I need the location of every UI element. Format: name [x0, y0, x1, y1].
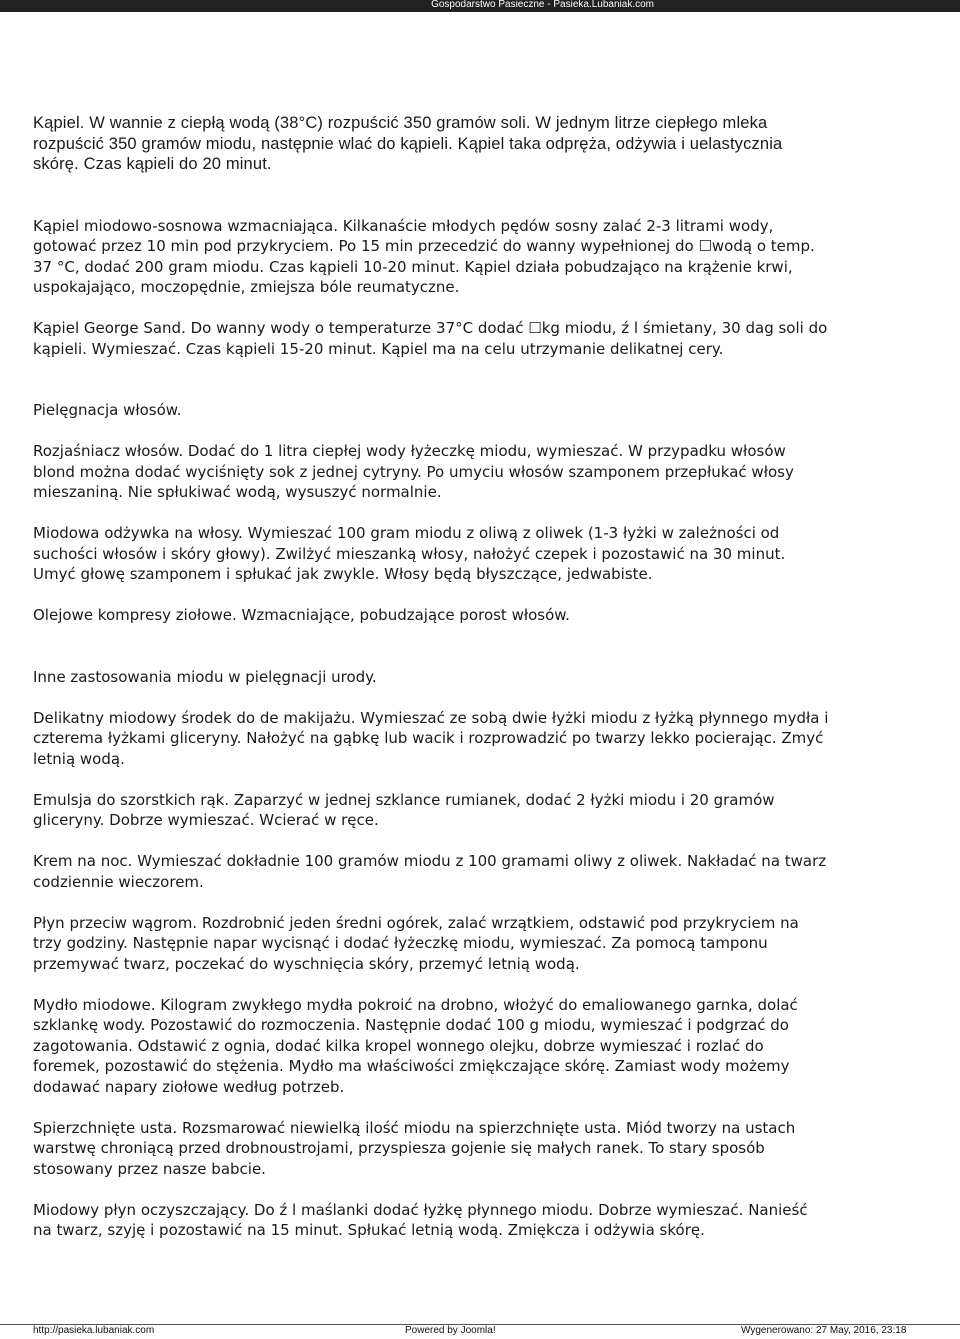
- paragraph-gap: [33, 769, 933, 790]
- paragraph-p4: Pielęgnacja włosów.: [33, 401, 182, 419]
- paragraph-p6: Miodowa odżywka na włosy. Wymieszać 100 gram miodu z oliwą z oliwek (1-3 łyżki w zależności od suchości włosów i skóry głowy). Zwilżyć mieszanką włosy, nałożyć czepek i pozostawić na 30 minut. Umyć głowę szamponem i spłukać jak zwykle. Włosy będą błyszczące, jedwabiste.: [33, 524, 786, 583]
- paragraph-gap: [33, 1097, 933, 1118]
- site-title: Gospodarstwo Pasieczne - Pasieka.Lubaniak.com: [431, 0, 654, 10]
- paragraph-p7: Olejowe kompresy ziołowe. Wzmacniające, pobudzające porost włosów.: [33, 606, 570, 624]
- paragraph-gap: [33, 892, 933, 913]
- paragraph-gap: [33, 359, 933, 400]
- paragraph-p5: Rozjaśniacz włosów. Dodać do 1 litra ciepłej wody łyżeczkę miodu, wymieszać. W przypadku włosów blond można dodać wyciśnięty sok z jednej cytryny. Po umyciu włosów szamponem przepłukać włosy mieszaniną. Nie spłukiwać wodą, wysuszyć normalnie.: [33, 442, 794, 501]
- paragraph-gap: [33, 421, 933, 442]
- paragraph-p13: Mydło miodowe. Kilogram zwykłego mydła pokroić na drobno, włożyć do emaliowanego garnka, dolać szklankę wody. Pozostawić do rozmoczenia. Następnie dodać 100 g miodu, wymieszać i podgrzać do zagotowania. Odstawić z ognia, dodać kilka kropel wonnego olejku, dobrze wymieszać i rozlać do foremek, pozostawić do stężenia. Mydło ma właściwości zmiękczające skórę. Zamiast wody możemy dodawać napary ziołowe według potrzeb.: [33, 995, 798, 1096]
- footer-powered-by[interactable]: Powered by Joomla!: [405, 1325, 496, 1336]
- paragraph-p14: Spierzchnięte usta. Rozsmarować niewielką ilość miodu na spierzchnięte usta. Miód tworzy na ustach warstwę chroniącą przed drobnoustrojami, przyspiesza gojenie się małych ranek. To stary sposób stosowany przez nasze babcie.: [33, 1118, 796, 1178]
- paragraph-gap: [33, 687, 933, 708]
- paragraph-p11: Krem na noc. Wymieszać dokładnie 100 gramów miodu z 100 gramami oliwy z oliwek. Nakładać na twarz codziennie wieczorem.: [33, 852, 827, 891]
- paragraph-p10: Emulsja do szorstkich rąk. Zaparzyć w jednej szklance rumianek, dodać 2 łyżki miodu i 20 gramów gliceryny. Dobrze wymieszać. Wcierać w ręce.: [33, 790, 775, 829]
- paragraph-gap: [33, 831, 933, 852]
- paragraph-p3: Kąpiel George Sand. Do wanny wody o temperaturze 37°C dodać ☐kg miodu, ź l śmietany, 30 dag soli do kąpieli. Wymieszać. Czas kąpieli 15-20 minut. Kąpiel ma na celu utrzymanie delikatnej cery.: [33, 319, 828, 358]
- header-bar: [0, 0, 960, 12]
- paragraph-p2: Kąpiel miodowo-sosnowa wzmacniająca. Kilkanaście młodych pędów sosny zalać 2-3 litrami wody, gotować przez 10 min pod przykryciem. Po 15 min przecedzić do wanny wypełnionej do ☐wodą o temp. 37 °C, dodać 200 gram miodu. Czas kąpieli 10-20 minut. Kąpiel działa pobudzająco na krążenie krwi, uspokajająco, moczopędnie, zmiejsza bóle reumatyczne.: [33, 216, 815, 296]
- paragraph-p12: Płyn przeciw wągrom. Rozdrobnić jeden średni ogórek, zalać wrzątkiem, odstawić pod przykryciem na trzy godziny. Następnie napar wycisnąć i dodać łyżeczkę miodu, wymieszać. Za pomocą tamponu przemywać twarz, poczekać do wyschnięcia skóry, przemyć letnią wodą.: [33, 913, 799, 973]
- paragraph-p9: Delikatny miodowy środek do de makijażu. Wymieszać ze sobą dwie łyżki miodu z łyżką płynnego mydła i czterema łyżkami gliceryny. Nałożyć na gąbkę lub wacik i rozprowadzić po twarzy lekko pocierając. Zmyć letnią wodą.: [33, 708, 829, 768]
- article-body: [33, 113, 933, 1241]
- footer: [0, 1324, 960, 1339]
- paragraph-p1: Kąpiel. W wannie z ciepłą wodą (38°C) rozpuścić 350 gramów soli. W jednym litrze ciepłego mleka rozpuścić 350 gramów miodu, następnie wlać do kąpieli. Kąpiel taka odpręża, odżywia i uelastycznia skórę. Czas kąpieli do 20 minut.: [33, 114, 783, 173]
- footer-generated-date: Wygenerowano: 27 May, 2016, 23:18: [741, 1325, 907, 1336]
- paragraph-gap: [33, 1179, 933, 1200]
- paragraph-p15: Miodowy płyn oczyszczający. Do ź l maślanki dodać łyżkę płynnego miodu. Dobrze wymieszać. Nanieść na twarz, szyję i pozostawić na 15 minut. Spłukać letnią wodą. Zmiękcza i odżywia skórę.: [33, 1200, 808, 1239]
- paragraph-gap: [33, 175, 933, 216]
- paragraph-gap: [33, 585, 933, 606]
- paragraph-gap: [33, 298, 933, 319]
- paragraph-gap: [33, 626, 933, 667]
- paragraph-gap: [33, 974, 933, 995]
- footer-url[interactable]: http://pasieka.lubaniak.com: [33, 1325, 155, 1336]
- paragraph-gap: [33, 503, 933, 524]
- paragraph-p8: Inne zastosowania miodu w pielęgnacji urody.: [33, 667, 377, 686]
